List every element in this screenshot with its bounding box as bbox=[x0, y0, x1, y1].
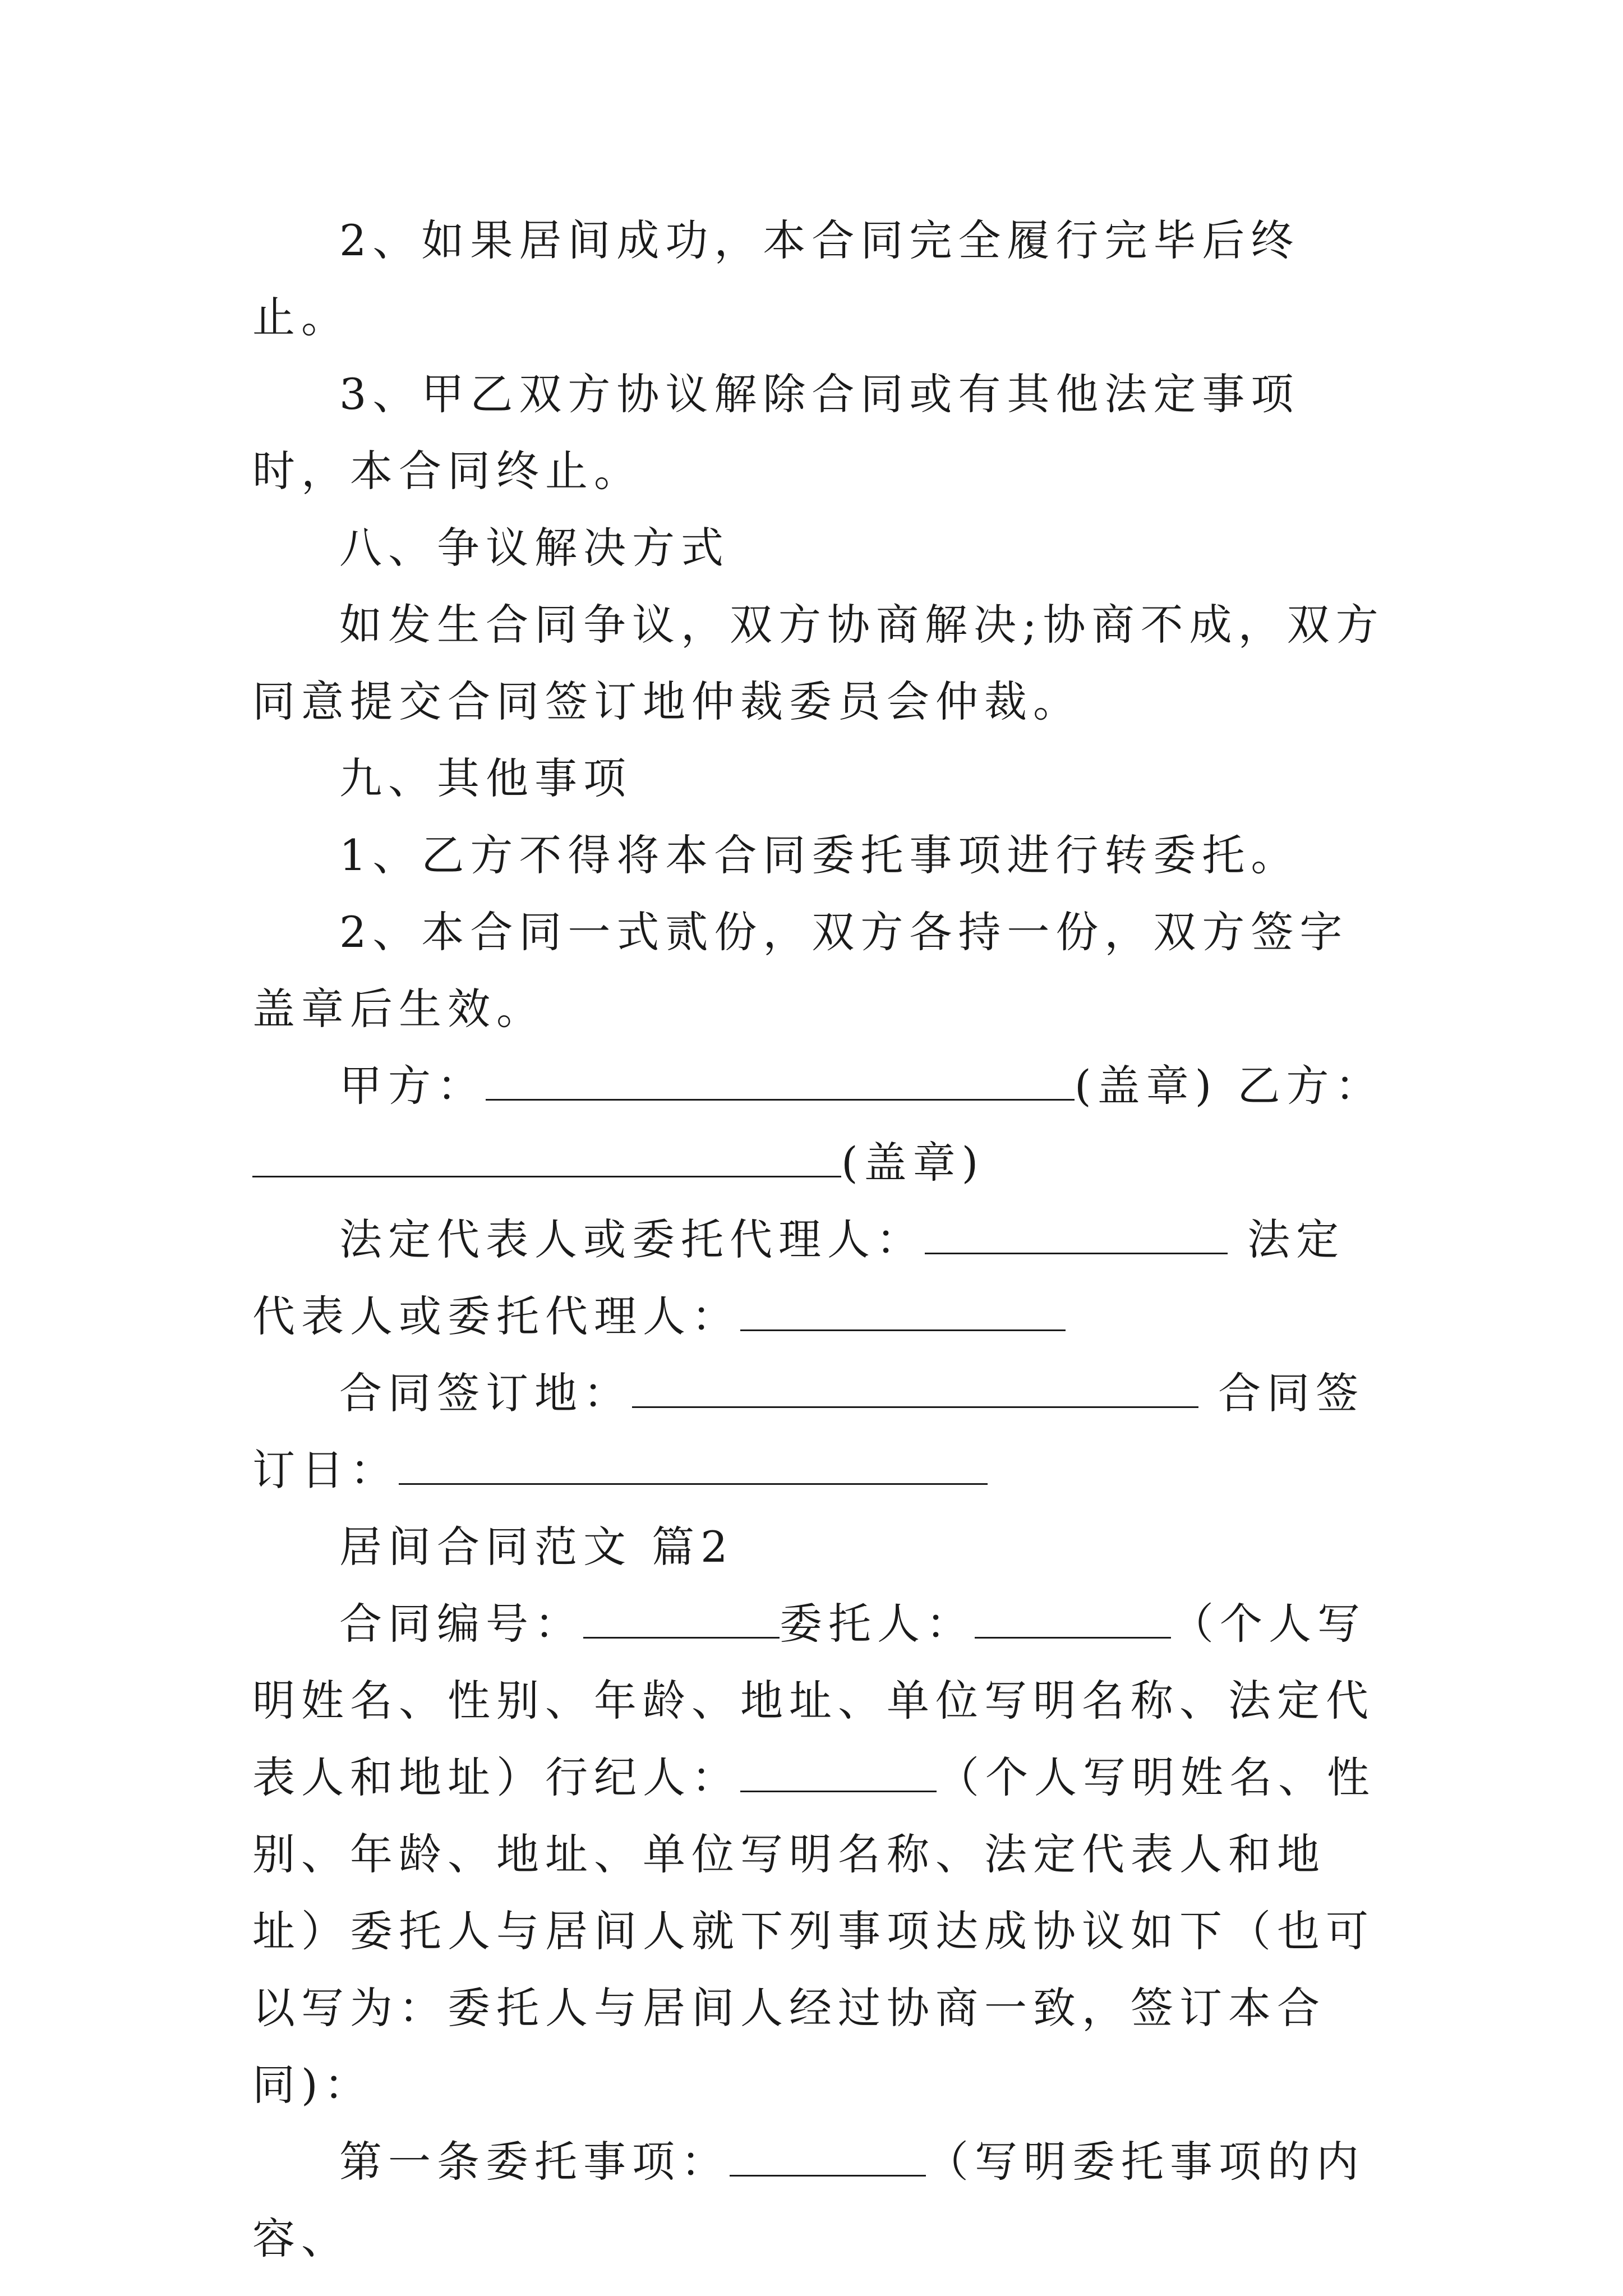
date-label: 合同签订日： bbox=[252, 1368, 1365, 1495]
party-a-seal: (盖章) bbox=[1075, 1061, 1218, 1111]
contract-no-blank bbox=[583, 1602, 780, 1639]
party-b-blank bbox=[252, 1141, 841, 1177]
paragraph-termination-success: 2、如果居间成功，本合同完全履行完毕后终止。 bbox=[252, 215, 1300, 342]
place-blank bbox=[632, 1372, 1198, 1408]
principal-note: （个人写明姓名、性别、年龄、地址、单位写明名称、法定代表人和地址） bbox=[252, 1599, 1375, 1802]
broker-blank bbox=[740, 1756, 937, 1792]
heading-dispute-resolution: 八、争议解决方式 bbox=[339, 523, 730, 573]
heading-other-matters: 九、其他事项 bbox=[339, 753, 632, 803]
document-body bbox=[252, 202, 1385, 2277]
principal-label: 委托人： bbox=[780, 1599, 975, 1649]
section2-article1 bbox=[252, 2123, 1385, 2277]
party-b-seal: (盖章) bbox=[841, 1138, 985, 1188]
rep-b-label: 法定代表人或委托代理人： bbox=[252, 1214, 1345, 1341]
paragraph-dispute-resolution: 如发生合同争议，双方协商解决;协商不成，双方同意提交合同签订地仲裁委员会仲裁。 bbox=[252, 600, 1385, 726]
paragraph-no-subdelegation: 1、乙方不得将本合同委托事项进行转委托。 bbox=[339, 830, 1300, 880]
signature-representatives bbox=[252, 1201, 1385, 1355]
party-b-label: 乙方： bbox=[1218, 1061, 1384, 1111]
paragraph-copies-effective: 2、本合同一式贰份，双方各持一份，双方签字盖章后生效。 bbox=[252, 907, 1349, 1034]
date-blank bbox=[399, 1448, 988, 1485]
article1-note: （写明委托事项的内容、 bbox=[252, 2137, 1365, 2263]
place-label: 合同签订地： bbox=[339, 1368, 632, 1418]
article1-label: 第一条委托事项： bbox=[339, 2137, 730, 2187]
signature-parties bbox=[252, 1047, 1385, 1201]
signature-place-date bbox=[252, 1355, 1385, 1508]
rep-a-blank bbox=[925, 1218, 1228, 1254]
rep-a-label: 法定代表人或委托代理人： bbox=[339, 1214, 925, 1264]
broker-note: （个人写明姓名、性别、年龄、地址、单位写明名称、法定代表人和地址）委托人与居间人就下列事项达成协议如下（也可以写为：委托人与居间人经过协商一致，签订本合同)： bbox=[252, 1752, 1376, 2110]
broker-label: 行纪人： bbox=[545, 1752, 740, 1802]
section2-parties bbox=[252, 1585, 1385, 2123]
article1-blank bbox=[730, 2140, 926, 2177]
contract-no-label: 合同编号： bbox=[339, 1599, 583, 1649]
section2-heading: 居间合同范文 篇2 bbox=[339, 1522, 734, 1572]
party-a-blank bbox=[486, 1064, 1075, 1101]
rep-b-blank bbox=[740, 1295, 1066, 1331]
paragraph-termination-agreement: 3、甲乙双方协议解除合同或有其他法定事项时，本合同终止。 bbox=[252, 369, 1300, 496]
principal-blank bbox=[975, 1602, 1171, 1639]
party-a-label: 甲方： bbox=[339, 1061, 486, 1111]
